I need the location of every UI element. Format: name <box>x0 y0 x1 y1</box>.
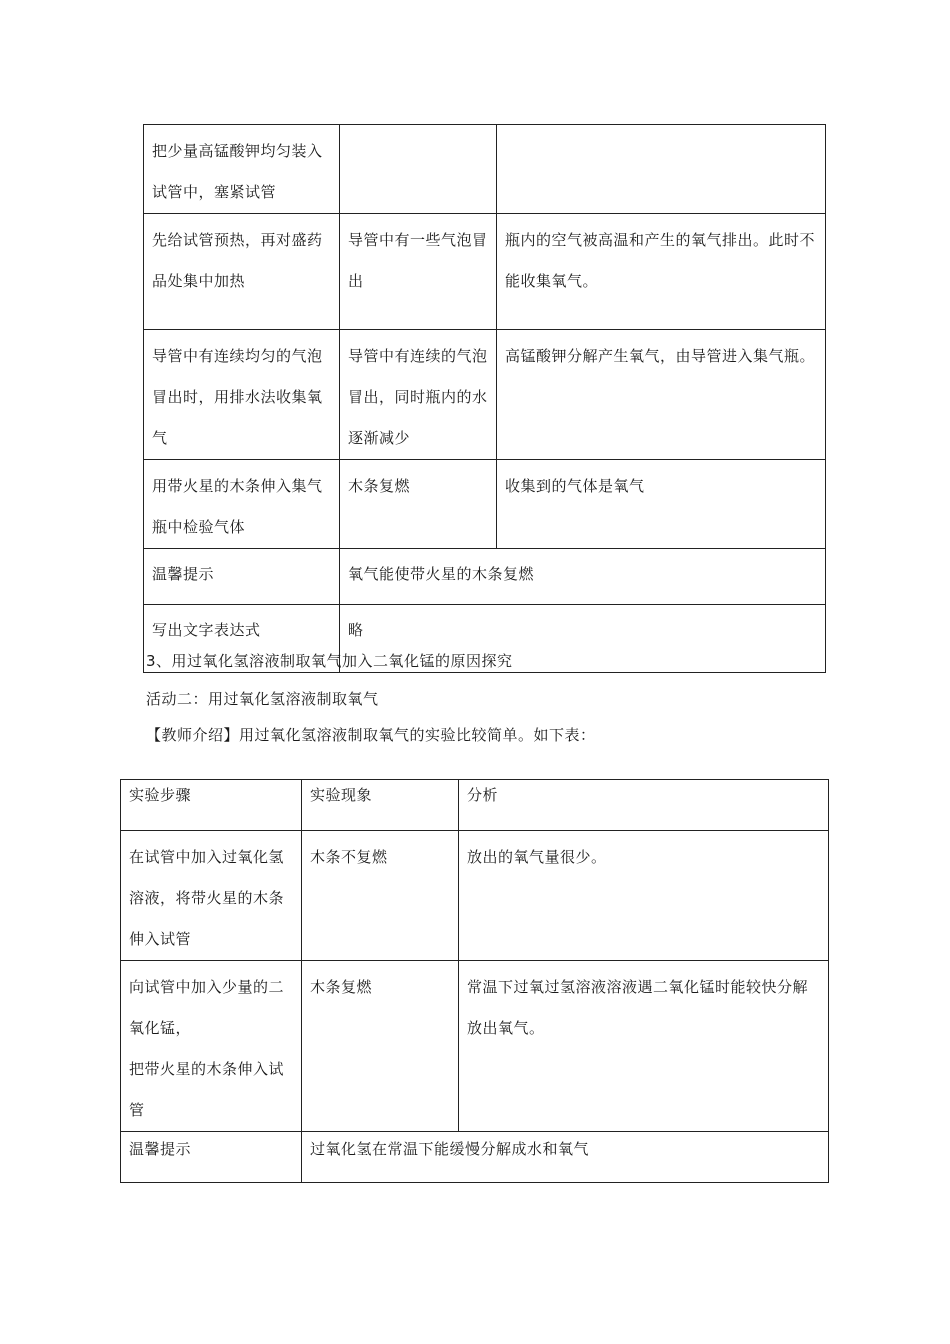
analysis-cell: 常温下过氧过氢溶液溶液遇二氧化锰时能较快分解放出氧气。 <box>459 961 829 1132</box>
phenomenon-cell: 木条不复燃 <box>302 831 459 961</box>
analysis-cell <box>497 125 826 214</box>
tip-text: 过氧化氢在常温下能缓慢分解成水和氧气 <box>302 1132 829 1183</box>
step-cell: 先给试管预热，再对盛药品处集中加热 <box>144 214 340 330</box>
section-3-title: 3、用过氧化氢溶液制取氧气加入二氧化锰的原因探究 <box>146 652 513 670</box>
potassium-permanganate-table <box>143 124 826 673</box>
header-phenomenon: 实验现象 <box>302 780 459 831</box>
analysis-cell: 瓶内的空气被高温和产生的氧气排出。此时不能收集氧气。 <box>497 214 826 330</box>
step-cell: 在试管中加入过氧化氢溶液，将带火星的木条伸入试管 <box>121 831 302 961</box>
header-analysis: 分析 <box>459 780 829 831</box>
expression-label: 写出文字表达式 <box>144 605 340 673</box>
step-cell <box>121 961 302 1132</box>
tip-text: 氧气能使带火星的木条复燃 <box>340 549 826 605</box>
analysis-cell: 高锰酸钾分解产生氧气，由导管进入集气瓶。 <box>497 330 826 460</box>
phenomenon-cell: 导管中有连续的气泡冒出，同时瓶内的水逐渐减少 <box>340 330 497 460</box>
table-row <box>144 330 826 460</box>
phenomenon-cell: 木条复燃 <box>302 961 459 1132</box>
step-cell: 导管中有连续均匀的气泡冒出时，用排水法收集氧气 <box>144 330 340 460</box>
phenomenon-cell: 木条复燃 <box>340 460 497 549</box>
table-row <box>144 460 826 549</box>
analysis-cell: 放出的氧气量很少。 <box>459 831 829 961</box>
step-cell: 把少量高锰酸钾均匀装入试管中，塞紧试管 <box>144 125 340 214</box>
analysis-cell: 收集到的气体是氧气 <box>497 460 826 549</box>
table-row <box>144 214 826 330</box>
table-row <box>144 125 826 214</box>
phenomenon-cell <box>340 125 497 214</box>
step-line: 把带火星的木条伸入试管 <box>129 1060 285 1119</box>
phenomenon-cell: 导管中有一些气泡冒出 <box>340 214 497 330</box>
tip-row <box>121 1132 829 1183</box>
table-row <box>121 831 829 961</box>
header-step: 实验步骤 <box>121 780 302 831</box>
tip-row <box>144 549 826 605</box>
step-cell: 用带火星的木条伸入集气瓶中检验气体 <box>144 460 340 549</box>
table-row <box>121 961 829 1132</box>
teacher-intro: 【教师介绍】用过氧化氢溶液制取氧气的实验比较简单。如下表： <box>146 726 596 744</box>
step-line: 向试管中加入少量的二氧化锰， <box>129 978 285 1037</box>
expression-text: 略 <box>340 605 826 673</box>
hydrogen-peroxide-table <box>120 779 829 1183</box>
table-header-row <box>121 780 829 831</box>
tip-label: 温馨提示 <box>121 1132 302 1183</box>
activity-2-title: 活动二：用过氧化氢溶液制取氧气 <box>146 690 379 708</box>
tip-label: 温馨提示 <box>144 549 340 605</box>
